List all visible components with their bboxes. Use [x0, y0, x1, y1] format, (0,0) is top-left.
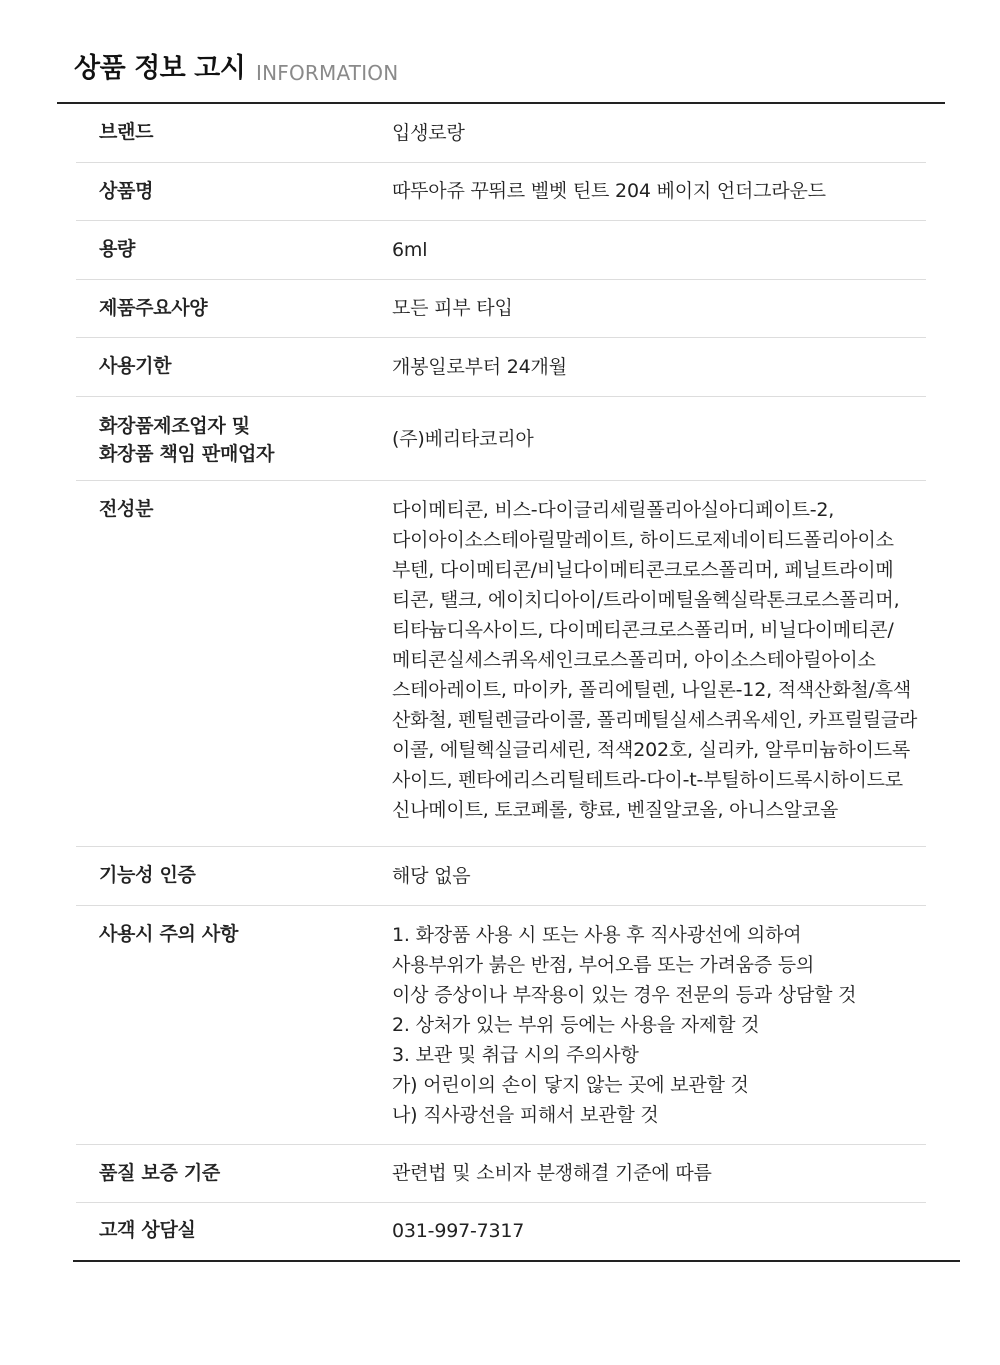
row-value: [392, 495, 917, 825]
info-row-volume: [76, 221, 926, 280]
info-row-customer-service: [76, 1203, 926, 1262]
value-line: 2. 상처가 있는 부위 등에는 사용을 자제할 것: [392, 1014, 760, 1036]
value-line: 다이아이소스테아릴말레이트, 하이드로제네이티드폴리아이소: [392, 529, 894, 551]
value-line: 3. 보관 및 취급 시의 주의사항: [392, 1044, 639, 1066]
info-row-functional-cert: [76, 847, 926, 906]
value-line: 이콜, 에틸헥실글리세린, 적색202호, 실리카, 알루미늄하이드록: [392, 739, 911, 761]
row-value: [392, 1216, 524, 1246]
row-value: [392, 920, 856, 1130]
row-value: [392, 293, 513, 323]
row-label: 상품명: [99, 180, 154, 202]
value-line: 나) 직사광선을 피해서 보관할 것: [392, 1104, 659, 1126]
row-label: 전성분: [99, 498, 154, 520]
table-bottom-divider: [73, 1260, 960, 1262]
row-label: 사용기한: [99, 355, 172, 377]
value-line: 관련법 및 소비자 분쟁해결 기준에 따름: [392, 1162, 712, 1184]
row-value: [392, 352, 567, 382]
row-value: [392, 1158, 712, 1188]
info-row-key-specs: [76, 280, 926, 338]
info-row-brand: [76, 104, 926, 163]
value-line: 신나메이트, 토코페롤, 향료, 벤질알코올, 아니스알코올: [392, 799, 839, 821]
value-line: 스테아레이트, 마이카, 폴리에틸렌, 나일론-12, 적색산화철/흑색: [392, 679, 912, 701]
row-label: 고객 상담실: [99, 1219, 196, 1241]
value-line: 1. 화장품 사용 시 또는 사용 후 직사광선에 의하여: [392, 924, 802, 946]
value-line: 따뚜아쥬 꾸뛰르 벨벳 틴트 204 베이지 언더그라운드: [392, 180, 826, 202]
value-line: 모든 피부 타입: [392, 297, 513, 319]
row-label: 제품주요사양: [99, 297, 208, 319]
info-row-ingredients: [76, 481, 926, 847]
info-row-precautions: [76, 906, 926, 1145]
value-line: 부텐, 다이메티콘/비닐다이메티콘크로스폴리머, 페닐트라이메: [392, 559, 894, 581]
row-label: 용량: [99, 238, 136, 260]
info-row-quality-standard: [76, 1145, 926, 1203]
value-line: 가) 어린이의 손이 닿지 않는 곳에 보관할 것: [392, 1074, 749, 1096]
section-header: [57, 52, 945, 104]
row-value: [392, 235, 427, 265]
value-line: 입생로랑: [392, 122, 465, 144]
value-line: 6ml: [392, 239, 428, 261]
value-line: 이상 증상이나 부작용이 있는 경우 전문의 등과 상담할 것: [392, 984, 857, 1006]
section-title: 상품 정보 고시: [74, 53, 246, 84]
info-row-manufacturer-seller: [76, 397, 926, 481]
row-label: 기능성 인증: [99, 864, 196, 886]
row-label: 브랜드: [99, 121, 154, 143]
value-line: 산화철, 펜틸렌글라이콜, 폴리메틸실세스퀴옥세인, 카프릴릴글라: [392, 709, 918, 731]
info-table: [76, 104, 926, 1262]
row-value: [392, 861, 470, 891]
row-value: [392, 424, 534, 454]
value-line: 티타늄디옥사이드, 다이메티콘크로스폴리머, 비닐다이메티콘/: [392, 619, 894, 641]
value-line: 사용부위가 붉은 반점, 부어오름 또는 가려움증 등의: [392, 954, 815, 976]
value-line: 다이메티콘, 비스-다이글리세릴폴리아실아디페이트-2,: [392, 499, 835, 521]
row-label: 화장품제조업자 및 화장품 책임 판매업자: [99, 415, 275, 465]
value-line: 031-997-7317: [392, 1220, 525, 1242]
row-label: 품질 보증 기준: [99, 1162, 220, 1184]
row-value: [392, 176, 826, 206]
value-line: 티콘, 탤크, 에이치디아이/트라이메틸올헥실락톤크로스폴리머,: [392, 589, 900, 611]
section-subtitle: INFORMATION: [256, 61, 399, 85]
value-line: 개봉일로부터 24개월: [392, 356, 567, 378]
value-line: 해당 없음: [392, 865, 471, 887]
value-line: (주)베리타코리아: [392, 428, 534, 450]
info-row-product-name: [76, 163, 926, 221]
row-label: 사용시 주의 사항: [99, 923, 239, 945]
value-line: 메티콘실세스퀴옥세인크로스폴리머, 아이소스테아릴아이소: [392, 649, 876, 671]
value-line: 사이드, 펜타에리스리틸테트라-다이-t-부틸하이드록시하이드로: [392, 769, 903, 791]
info-row-expiry: [76, 338, 926, 397]
row-value: [392, 118, 465, 148]
